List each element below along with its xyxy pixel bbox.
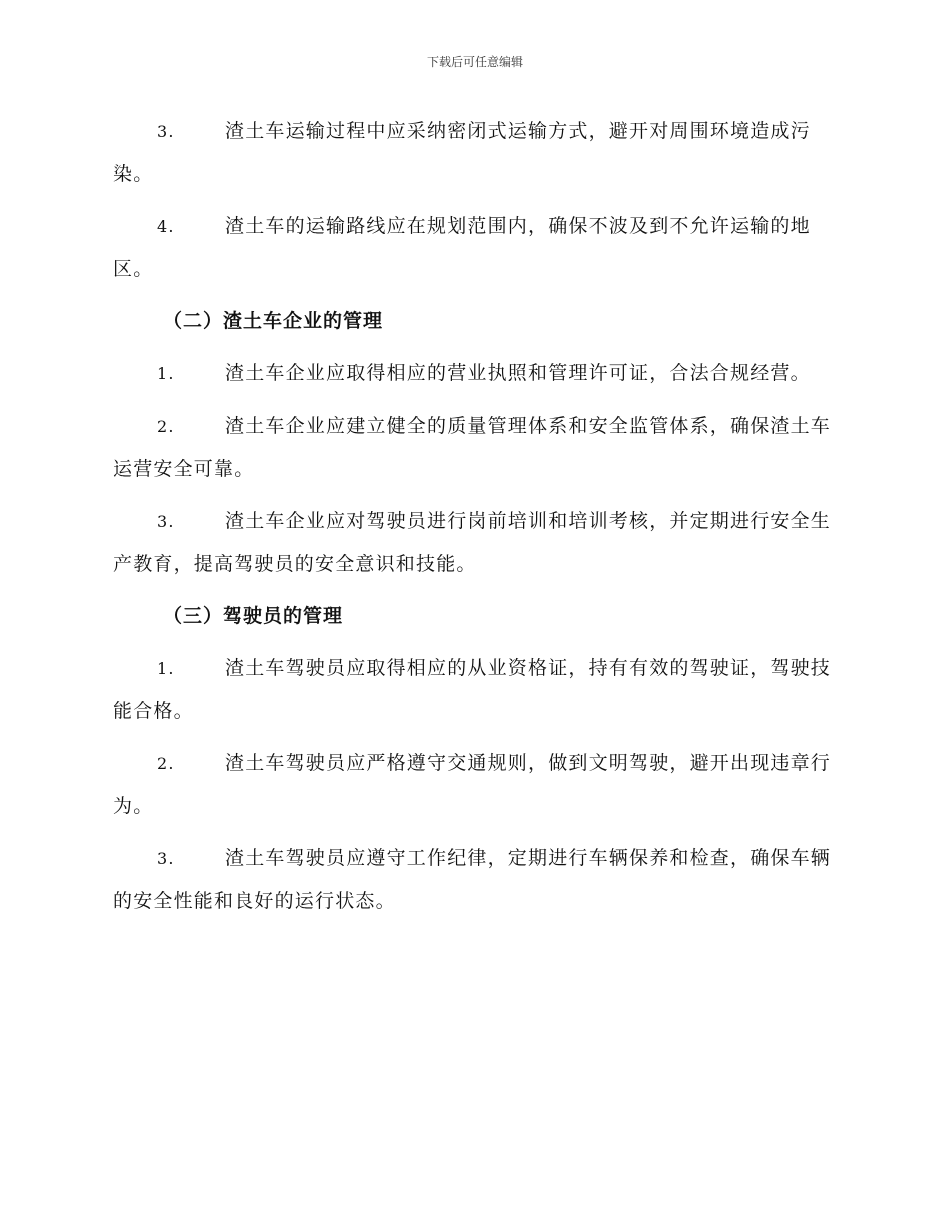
item-text: 渣土车企业应取得相应的营业执照和管理许可证，合法合规经营。 bbox=[225, 362, 811, 384]
item-text: 渣土车驾驶员应取得相应的从业资格证，持有有效的驾驶证，驾驶技能合格。 bbox=[113, 657, 832, 722]
list-item bbox=[113, 742, 833, 827]
item-number: 2. bbox=[157, 754, 175, 773]
item-number: 3. bbox=[157, 122, 175, 141]
document-body bbox=[113, 110, 833, 932]
item-number: 3. bbox=[157, 512, 175, 531]
list-item bbox=[113, 352, 833, 395]
item-text: 渣土车驾驶员应严格遵守交通规则，做到文明驾驶，避开出现违章行为。 bbox=[113, 752, 832, 817]
list-item bbox=[113, 837, 833, 922]
item-number: 3. bbox=[157, 849, 175, 868]
item-text: 渣土车的运输路线应在规划范围内，确保不波及到不允许运输的地区。 bbox=[113, 215, 811, 280]
item-number: 1. bbox=[157, 659, 175, 678]
header-note: 下载后可任意编辑 bbox=[426, 55, 523, 69]
item-number: 1. bbox=[157, 364, 175, 383]
section-heading: （三）驾驶员的管理 bbox=[163, 605, 344, 627]
list-item bbox=[113, 205, 833, 290]
section-heading: （二）渣土车企业的管理 bbox=[163, 310, 384, 332]
item-number: 2. bbox=[157, 417, 175, 436]
list-item bbox=[113, 405, 833, 490]
item-number: 4. bbox=[157, 217, 175, 236]
list-item bbox=[113, 500, 833, 585]
item-text: 渣土车企业应建立健全的质量管理体系和安全监管体系，确保渣土车运营安全可靠。 bbox=[113, 415, 832, 480]
list-item bbox=[113, 647, 833, 732]
item-text: 渣土车运输过程中应采纳密闭式运输方式，避开对周围环境造成污染。 bbox=[113, 120, 811, 185]
list-item bbox=[113, 110, 833, 195]
item-text: 渣土车驾驶员应遵守工作纪律，定期进行车辆保养和检查，确保车辆的安全性能和良好的运行状态。 bbox=[113, 847, 832, 912]
item-text: 渣土车企业应对驾驶员进行岗前培训和培训考核，并定期进行安全生产教育，提高驾驶员的安全意识和技能。 bbox=[113, 510, 832, 575]
